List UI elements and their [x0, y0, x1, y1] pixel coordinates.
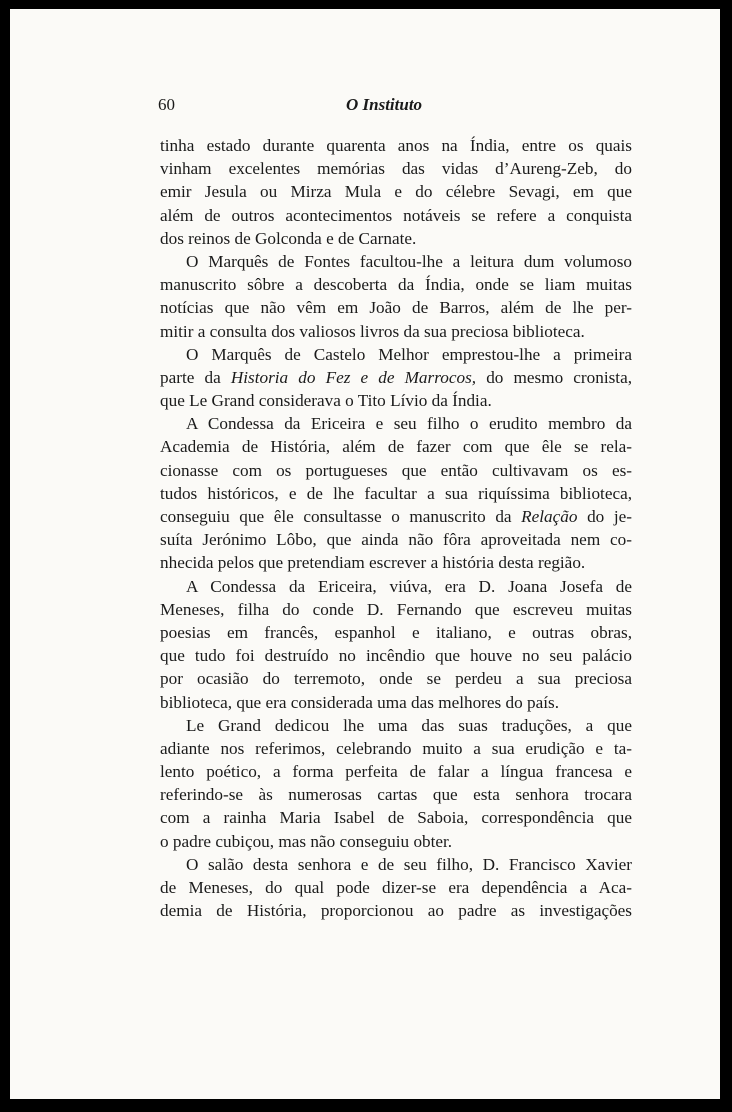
- text-line: Meneses, filha do conde D. Fernando que escreveu muitas: [160, 599, 632, 619]
- text-line: nhecida pelos que pretendiam escrever a história desta região.: [160, 553, 586, 573]
- text-line: A Condessa da Ericeira e seu filho o erudito membro da: [186, 414, 632, 434]
- text-line: mitir a consulta dos valiosos livros da sua preciosa biblioteca.: [160, 321, 585, 341]
- text-line: O salão desta senhora e de seu filho, D. Francisco Xavier: [186, 854, 632, 874]
- text-line: que Le Grand considerava o Tito Lívio da Índia.: [160, 391, 492, 411]
- page-number: 60: [158, 95, 175, 114]
- text-line: conseguiu que êle consultasse o manuscrito da Relação do je-: [160, 507, 632, 526]
- italic-title: Relação: [521, 507, 578, 526]
- text-line: parte da Historia do Fez e de Marrocos, do mesmo cronista,: [160, 367, 632, 387]
- text-line: emir Jesula ou Mirza Mula e do célebre Sevagi, em que: [160, 182, 632, 202]
- text-line: manuscrito sôbre a descoberta da Índia, onde se liam muitas: [160, 275, 632, 295]
- text-line: com a rainha Maria Isabel de Saboia, correspondência que: [160, 808, 632, 828]
- paragraph: [160, 250, 632, 343]
- text-line: referindo-se às numerosas cartas que esta senhora trocara: [160, 785, 632, 805]
- text-line: o padre cubiçou, mas não conseguiu obter.: [160, 831, 453, 851]
- text-line: O Marquês de Fontes facultou-lhe a leitura dum volumoso: [186, 251, 632, 271]
- page-header: [158, 89, 638, 119]
- text-line: dos reinos de Golconda e de Carnate.: [160, 228, 417, 248]
- paragraph: [160, 714, 632, 853]
- text-line: O Marquês de Castelo Melhor emprestou-lhe a primeira: [186, 344, 632, 364]
- italic-title: Historia do Fez e de Marrocos,: [230, 367, 477, 387]
- text-line: biblioteca, que era considerada uma das melhores do país.: [160, 692, 559, 712]
- paragraph: [160, 412, 632, 574]
- text-line: lento poético, a forma perfeita de falar a língua francesa e: [160, 762, 632, 782]
- text-line: Le Grand dedicou lhe uma das suas traduções, a que: [186, 715, 632, 735]
- text-line: demia de História, proporcionou ao padre as investigações: [160, 901, 632, 921]
- paragraph: [160, 575, 632, 714]
- text-line: A Condessa da Ericeira, viúva, era D. Joana Josefa de: [186, 576, 632, 596]
- book-page: [10, 9, 720, 1099]
- text-line: suíta Jerónimo Lôbo, que ainda não fôra aproveitada nem co-: [160, 530, 632, 550]
- text-line: tudos históricos, e de lhe facultar a sua riquíssima biblioteca,: [160, 483, 632, 503]
- text-line: Academia de História, além de fazer com que êle se rela-: [160, 437, 632, 457]
- text-line: tinha estado durante quarenta anos na Índia, entre os quais: [160, 136, 632, 155]
- text-line: adiante nos referimos, celebrando muito a sua erudição e ta-: [160, 738, 632, 758]
- body-text: [160, 134, 632, 922]
- text-line: notícias que não vêm em João de Barros, além de lhe per-: [160, 298, 632, 318]
- text-line: cionasse com os portugueses que então cultivavam os es-: [160, 460, 632, 480]
- running-title: O Instituto: [346, 95, 423, 114]
- text-line: por ocasião do terremoto, onde se perdeu a sua preciosa: [160, 669, 632, 689]
- text-line: poesias em francês, espanhol e italiano, e outras obras,: [160, 622, 632, 642]
- text-line: de Meneses, do qual pode dizer-se era dependência a Aca-: [160, 878, 632, 897]
- text-line: que tudo foi destruído no incêndio que houve no seu palácio: [160, 646, 632, 666]
- text-line: além de outros acontecimentos notáveis se refere a conquista: [160, 205, 632, 225]
- text-line: vinham excelentes memórias das vidas d’Aureng-Zeb, do: [160, 159, 632, 179]
- paragraph: [160, 134, 632, 250]
- paragraph: [160, 343, 632, 413]
- paragraph: [160, 853, 632, 923]
